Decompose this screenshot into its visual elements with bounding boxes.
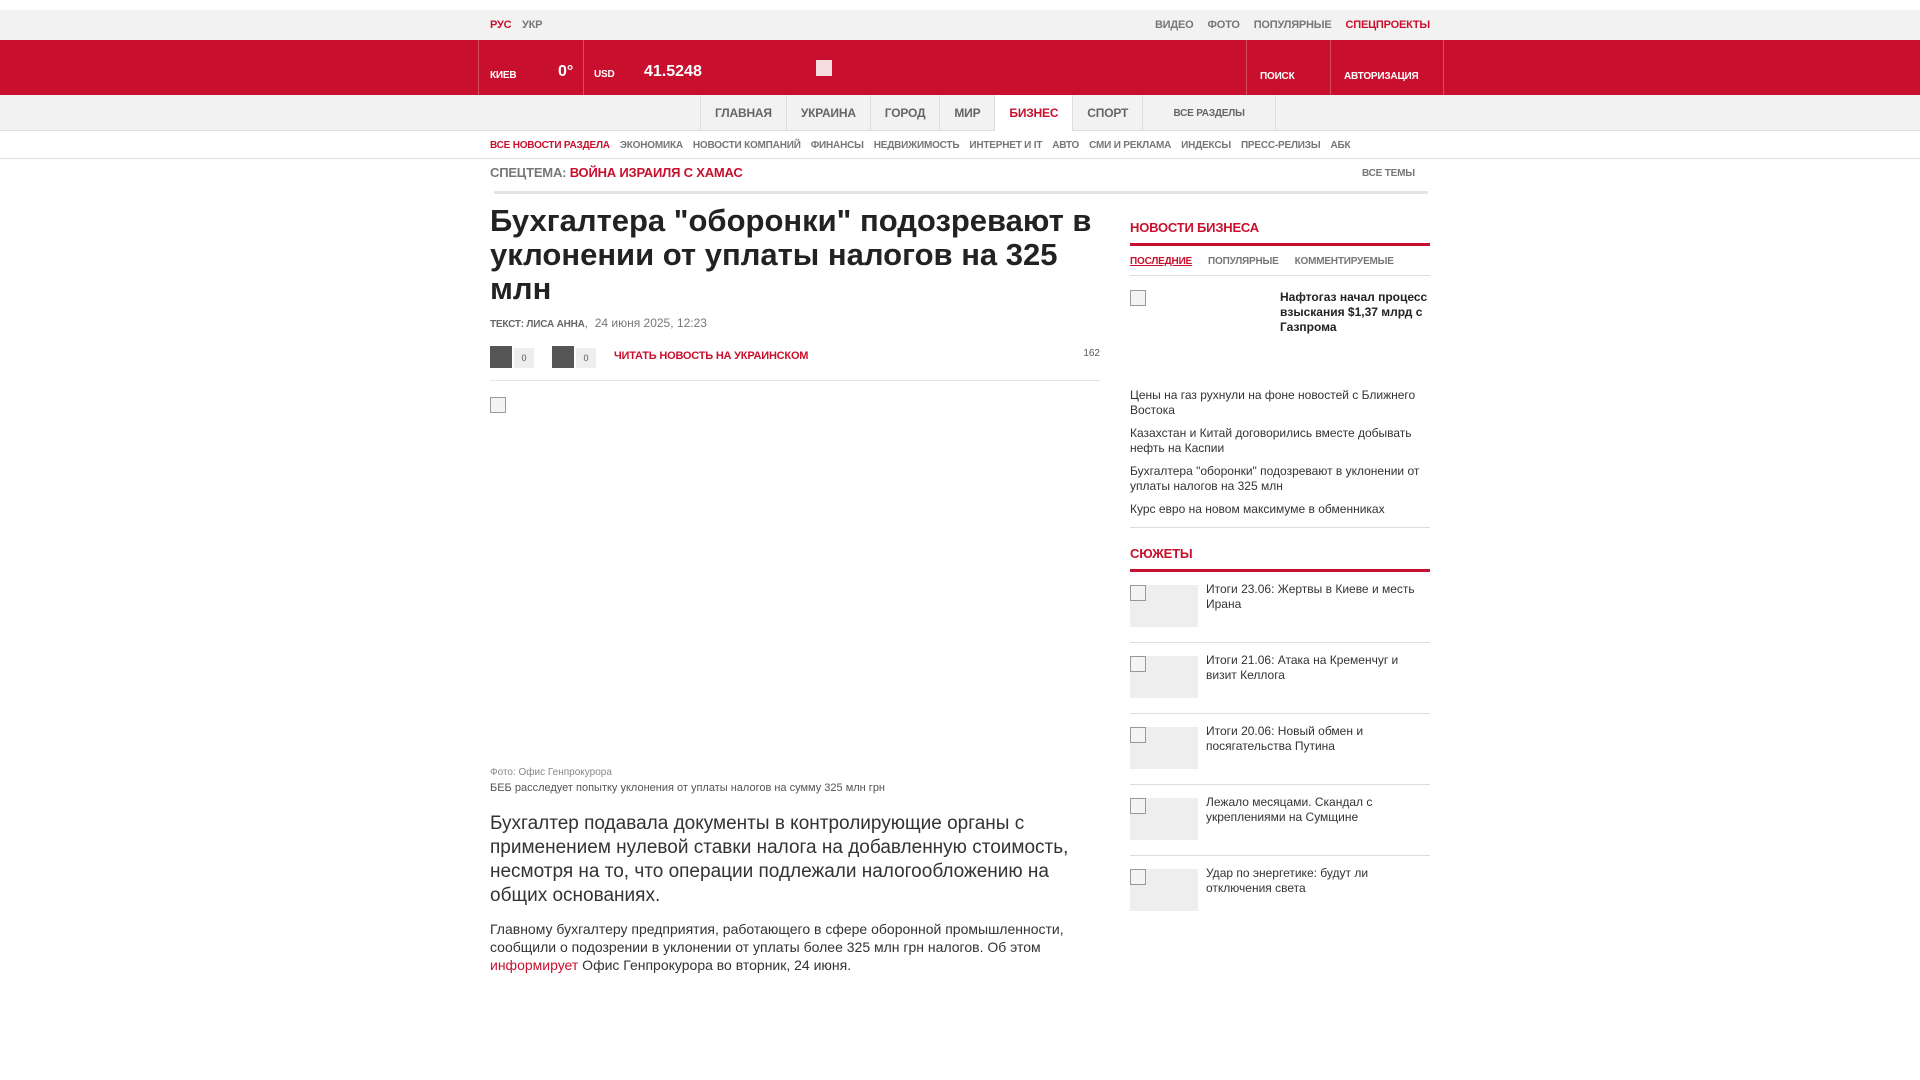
business-news-heading[interactable]: НОВОСТИ БИЗНЕСА: [1130, 220, 1430, 246]
source-link[interactable]: информирует: [490, 957, 579, 973]
share-facebook-icon[interactable]: [490, 346, 512, 368]
subnav-auto[interactable]: АВТО: [1052, 140, 1080, 151]
share-bar: [490, 346, 1100, 368]
broken-image-icon: [1130, 585, 1146, 601]
article-body: [490, 920, 1100, 974]
stories-heading[interactable]: СЮЖЕТЫ: [1130, 546, 1430, 572]
list-item[interactable]: Курс евро на новом максимуме в обменниках: [1130, 502, 1385, 516]
special-projects-link[interactable]: СПЕЦПРОЕКТЫ: [1345, 19, 1430, 31]
story-title[interactable]: Итоги 20.06: Новый обмен и посягательства Путина: [1206, 724, 1364, 753]
article-author[interactable]: ТЕКСТ: ЛИСА АННА: [490, 319, 585, 330]
story-item[interactable]: [1130, 866, 1430, 927]
story-thumbnail: [1130, 656, 1198, 698]
subnav-internet-it[interactable]: ИНТЕРНЕТ И IT: [969, 140, 1043, 151]
tab-latest[interactable]: ПОСЛЕДНИЕ: [1130, 256, 1193, 267]
article-title: Бухгалтера "оборонки" подозревают в уклонении от уплаты налогов на 325 млн: [490, 203, 1092, 306]
subnav-abk[interactable]: АБК: [1330, 140, 1351, 151]
subnav-company-news[interactable]: НОВОСТИ КОМПАНИЙ: [692, 140, 801, 151]
broken-image-icon: [1130, 727, 1146, 743]
meta-comma: ,: [584, 316, 589, 330]
currency-rate: 41.5248: [644, 63, 702, 80]
nav-main[interactable]: ГЛАВНАЯ: [700, 95, 786, 131]
list-item[interactable]: Бухгалтера "оборонки" подозревают в уклонении от уплаты налогов на 325 млн: [1130, 464, 1420, 493]
news-list: [1130, 388, 1430, 517]
photo-credit: Фото: Офис Генпрокурора: [490, 767, 612, 778]
header-divider: [1246, 40, 1247, 95]
nav-world[interactable]: МИР: [939, 95, 994, 131]
featured-news[interactable]: [1130, 276, 1430, 388]
broken-image-icon: [490, 397, 506, 413]
body-text: Главному бухгалтеру предприятия, работающего в сфере оборонной промышленности, сообщили о подозрении в уклонении от уплаты более 325 млн грн налогов. Об этом: [490, 921, 1064, 955]
video-link[interactable]: ВИДЕО: [1154, 19, 1194, 31]
featured-news-title[interactable]: Нафтогаз начал процесс взыскания $1,37 млрд с Газпрома: [1280, 290, 1428, 334]
main-nav: [0, 95, 1920, 131]
top-bar: [0, 10, 1920, 40]
nav-all-sections[interactable]: ВСЕ РАЗДЕЛЫ: [1142, 95, 1276, 131]
subnav-real-estate[interactable]: НЕДВИЖИМОСТЬ: [873, 140, 960, 151]
header-divider: [1330, 40, 1331, 95]
broken-image-icon: [1130, 290, 1146, 306]
read-in-ukrainian-link[interactable]: ЧИТАТЬ НОВОСТЬ НА УКРАИНСКОМ: [614, 350, 809, 362]
weather-temperature: 0°: [558, 63, 574, 80]
search-link[interactable]: ПОИСК: [1260, 71, 1295, 82]
article: [490, 204, 1100, 974]
share-facebook-count: 0: [514, 348, 534, 368]
story-thumbnail: [1130, 727, 1198, 769]
photo-caption: БЕБ расследует попытку уклонения от уплаты налогов на сумму 325 млн грн: [490, 782, 886, 794]
story-thumbnail: [1130, 798, 1198, 840]
nav-sport[interactable]: СПОРТ: [1072, 95, 1142, 131]
article-photo: [490, 397, 1100, 767]
story-item[interactable]: [1130, 582, 1430, 643]
story-title[interactable]: Итоги 21.06: Атака на Кременчуг и визит Келлога: [1206, 653, 1399, 682]
subnav-economy[interactable]: ЭКОНОМИКА: [619, 140, 683, 151]
site-header: [0, 40, 1920, 95]
all-topics-link[interactable]: ВСЕ ТЕМЫ: [1362, 168, 1415, 179]
lang-ua-link[interactable]: УКР: [522, 19, 543, 31]
broken-image-icon: [1130, 798, 1146, 814]
article-date: 24 июня 2025, 12:23: [594, 316, 707, 330]
header-divider: [1443, 40, 1444, 95]
list-item[interactable]: Цены на газ рухнули на фоне новостей с Ближнего Востока: [1130, 388, 1416, 417]
subnav-finance[interactable]: ФИНАНСЫ: [810, 140, 864, 151]
story-title[interactable]: Удар по энергетике: будут ли отключения света: [1206, 866, 1369, 895]
lang-ru-link[interactable]: РУС: [490, 19, 512, 31]
article-lead: Бухгалтер подавала документы в контролирующие органы с применением нулевой ставки налога на добавленную стоимость, несмотря на то, что операции подлежали налогообложению на общих основаниях.: [490, 813, 1069, 906]
tab-popular[interactable]: ПОПУЛЯРНЫЕ: [1208, 256, 1279, 267]
nav-business[interactable]: БИЗНЕС: [994, 95, 1072, 131]
nav-city[interactable]: ГОРОД: [870, 95, 940, 131]
story-item[interactable]: [1130, 653, 1430, 714]
popular-link[interactable]: ПОПУЛЯРНЫЕ: [1253, 19, 1332, 31]
broken-image-icon: [1130, 656, 1146, 672]
view-count: 162: [1083, 348, 1100, 359]
special-theme-link[interactable]: ВОЙНА ИЗРАИЛЯ С ХАМАС: [569, 165, 743, 180]
story-item[interactable]: [1130, 724, 1430, 785]
story-title[interactable]: Лежало месяцами. Скандал с укреплениями на Сумщине: [1206, 795, 1373, 824]
subnav-media-ads[interactable]: СМИ И РЕКЛАМА: [1089, 140, 1172, 151]
subnav-indexes[interactable]: ИНДЕКСЫ: [1181, 140, 1231, 151]
subnav-press-releases[interactable]: ПРЕСС-РЕЛИЗЫ: [1240, 140, 1321, 151]
site-logo-icon[interactable]: [816, 60, 832, 76]
top-links: [1155, 19, 1430, 31]
photo-link[interactable]: ФОТО: [1207, 19, 1240, 31]
auth-link[interactable]: АВТОРИЗАЦИЯ: [1344, 71, 1419, 82]
sub-nav: [0, 131, 1920, 159]
article-divider: [490, 380, 1100, 381]
header-divider: [478, 40, 479, 95]
list-item[interactable]: Казахстан и Китай договорились вместе добывать нефть на Каспии: [1130, 426, 1412, 455]
stories-section: [1130, 546, 1430, 927]
story-item[interactable]: [1130, 795, 1430, 856]
story-thumbnail: [1130, 869, 1198, 911]
currency-code: USD: [594, 69, 615, 80]
story-thumbnail: [1130, 585, 1198, 627]
body-text-end: Офис Генпрокурора во вторник, 24 июня.: [578, 957, 852, 973]
theme-divider: [494, 191, 1428, 194]
nav-ukraine[interactable]: УКРАИНА: [786, 95, 870, 131]
share-telegram-icon[interactable]: [552, 346, 574, 368]
special-theme-label: СПЕЦТЕМА:: [490, 165, 567, 180]
tab-commented[interactable]: КОММЕНТИРУЕМЫЕ: [1294, 256, 1394, 267]
sidebar: [1130, 220, 1430, 927]
article-meta: [490, 316, 1100, 332]
sidebar-divider: [1130, 527, 1430, 528]
special-theme: [490, 165, 743, 180]
broken-image-icon: [1130, 869, 1146, 885]
subnav-all-news[interactable]: ВСЕ НОВОСТИ РАЗДЕЛА: [490, 140, 610, 151]
story-title[interactable]: Итоги 23.06: Жертвы в Киеве и месть Ирана: [1206, 582, 1415, 611]
header-divider: [583, 40, 584, 95]
weather-city: КИЕВ: [490, 70, 517, 81]
share-telegram-count: 0: [576, 348, 596, 368]
news-tabs: [1130, 246, 1430, 276]
